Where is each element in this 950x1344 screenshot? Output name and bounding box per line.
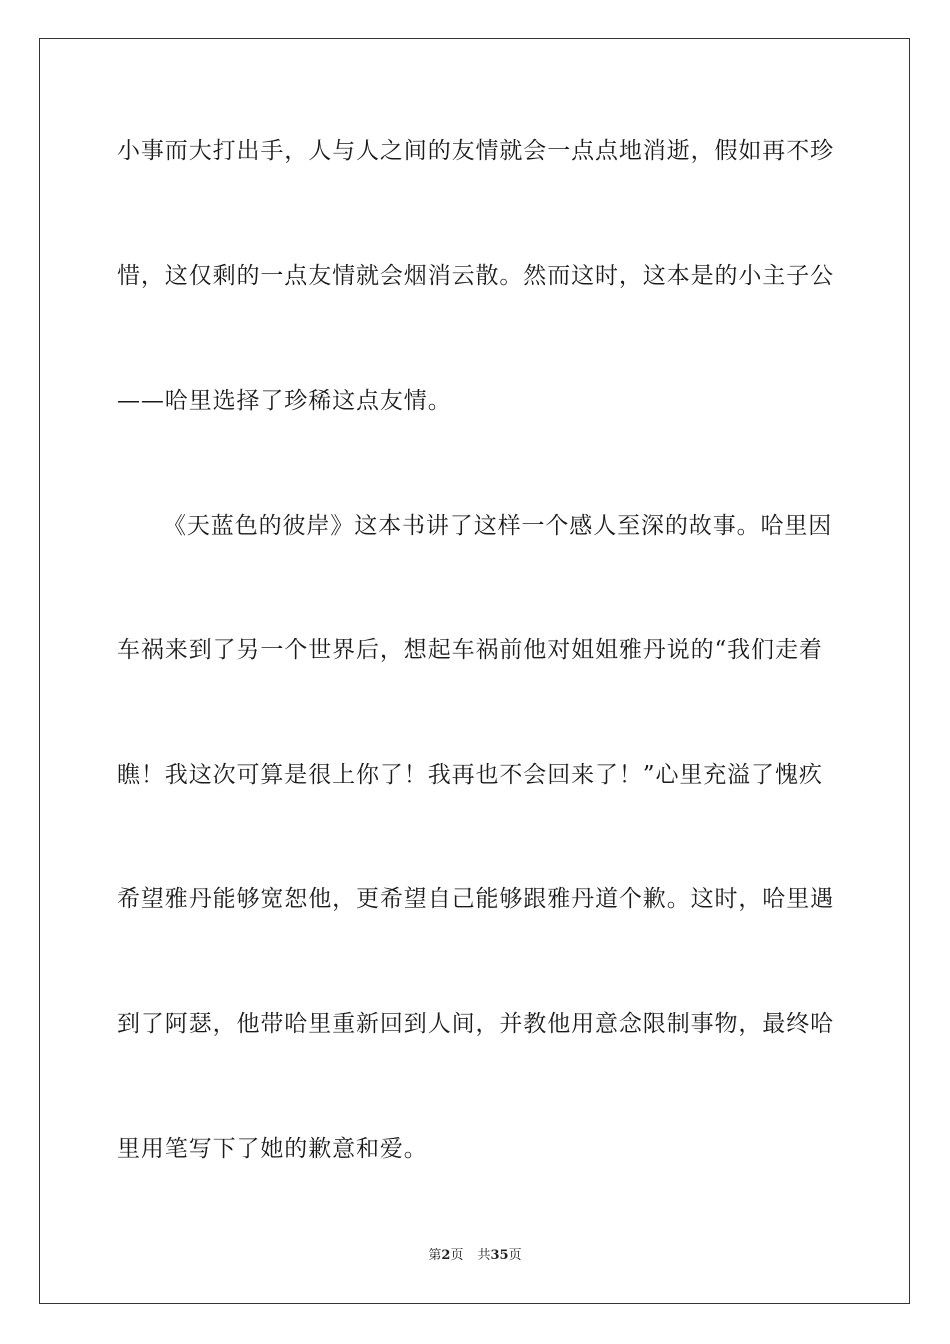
text-line-2: 惜，这仅剩的一点友情就会烟消云散。然而这时，这本是的小主子公 (117, 263, 834, 289)
page-footer (0, 1247, 950, 1265)
text-line-1: 小事而大打出手，人与人之间的友情就会一点点地消逝，假如再不珍 (117, 138, 834, 164)
text-line-5: 车祸来到了另一个世界后，想起车祸前他对姐姐雅丹说的“我们走着 (117, 637, 823, 663)
page-border (39, 38, 910, 1304)
text-line-8: 到了阿瑟，他带哈里重新回到人间，并教他用意念限制事物，最终哈 (117, 1011, 834, 1037)
footer-total-pages: 35 (490, 1248, 509, 1263)
footer-page-suffix: 页 (450, 1248, 464, 1263)
text-line-9: 里用笔写下了她的歉意和爱。 (117, 1136, 428, 1162)
text-line-6: 瞧！我这次可算是很上你了！我再也不会回来了！”心里充溢了愧疚 (117, 762, 823, 788)
text-line-4: 《天蓝色的彼岸》这本书讲了这样一个感人至深的故事。哈里因 (163, 513, 833, 539)
footer-page-number: 2 (441, 1248, 451, 1263)
footer-page-prefix: 第 (428, 1248, 442, 1263)
footer-total-prefix: 共 (477, 1248, 491, 1263)
text-line-3: ——哈里选择了珍稀这点友情。 (117, 388, 452, 414)
text-line-7: 希望雅丹能够宽恕他，更希望自己能够跟雅丹道个歉。这时，哈里遇 (117, 886, 834, 912)
footer-total-suffix: 页 (508, 1248, 522, 1263)
